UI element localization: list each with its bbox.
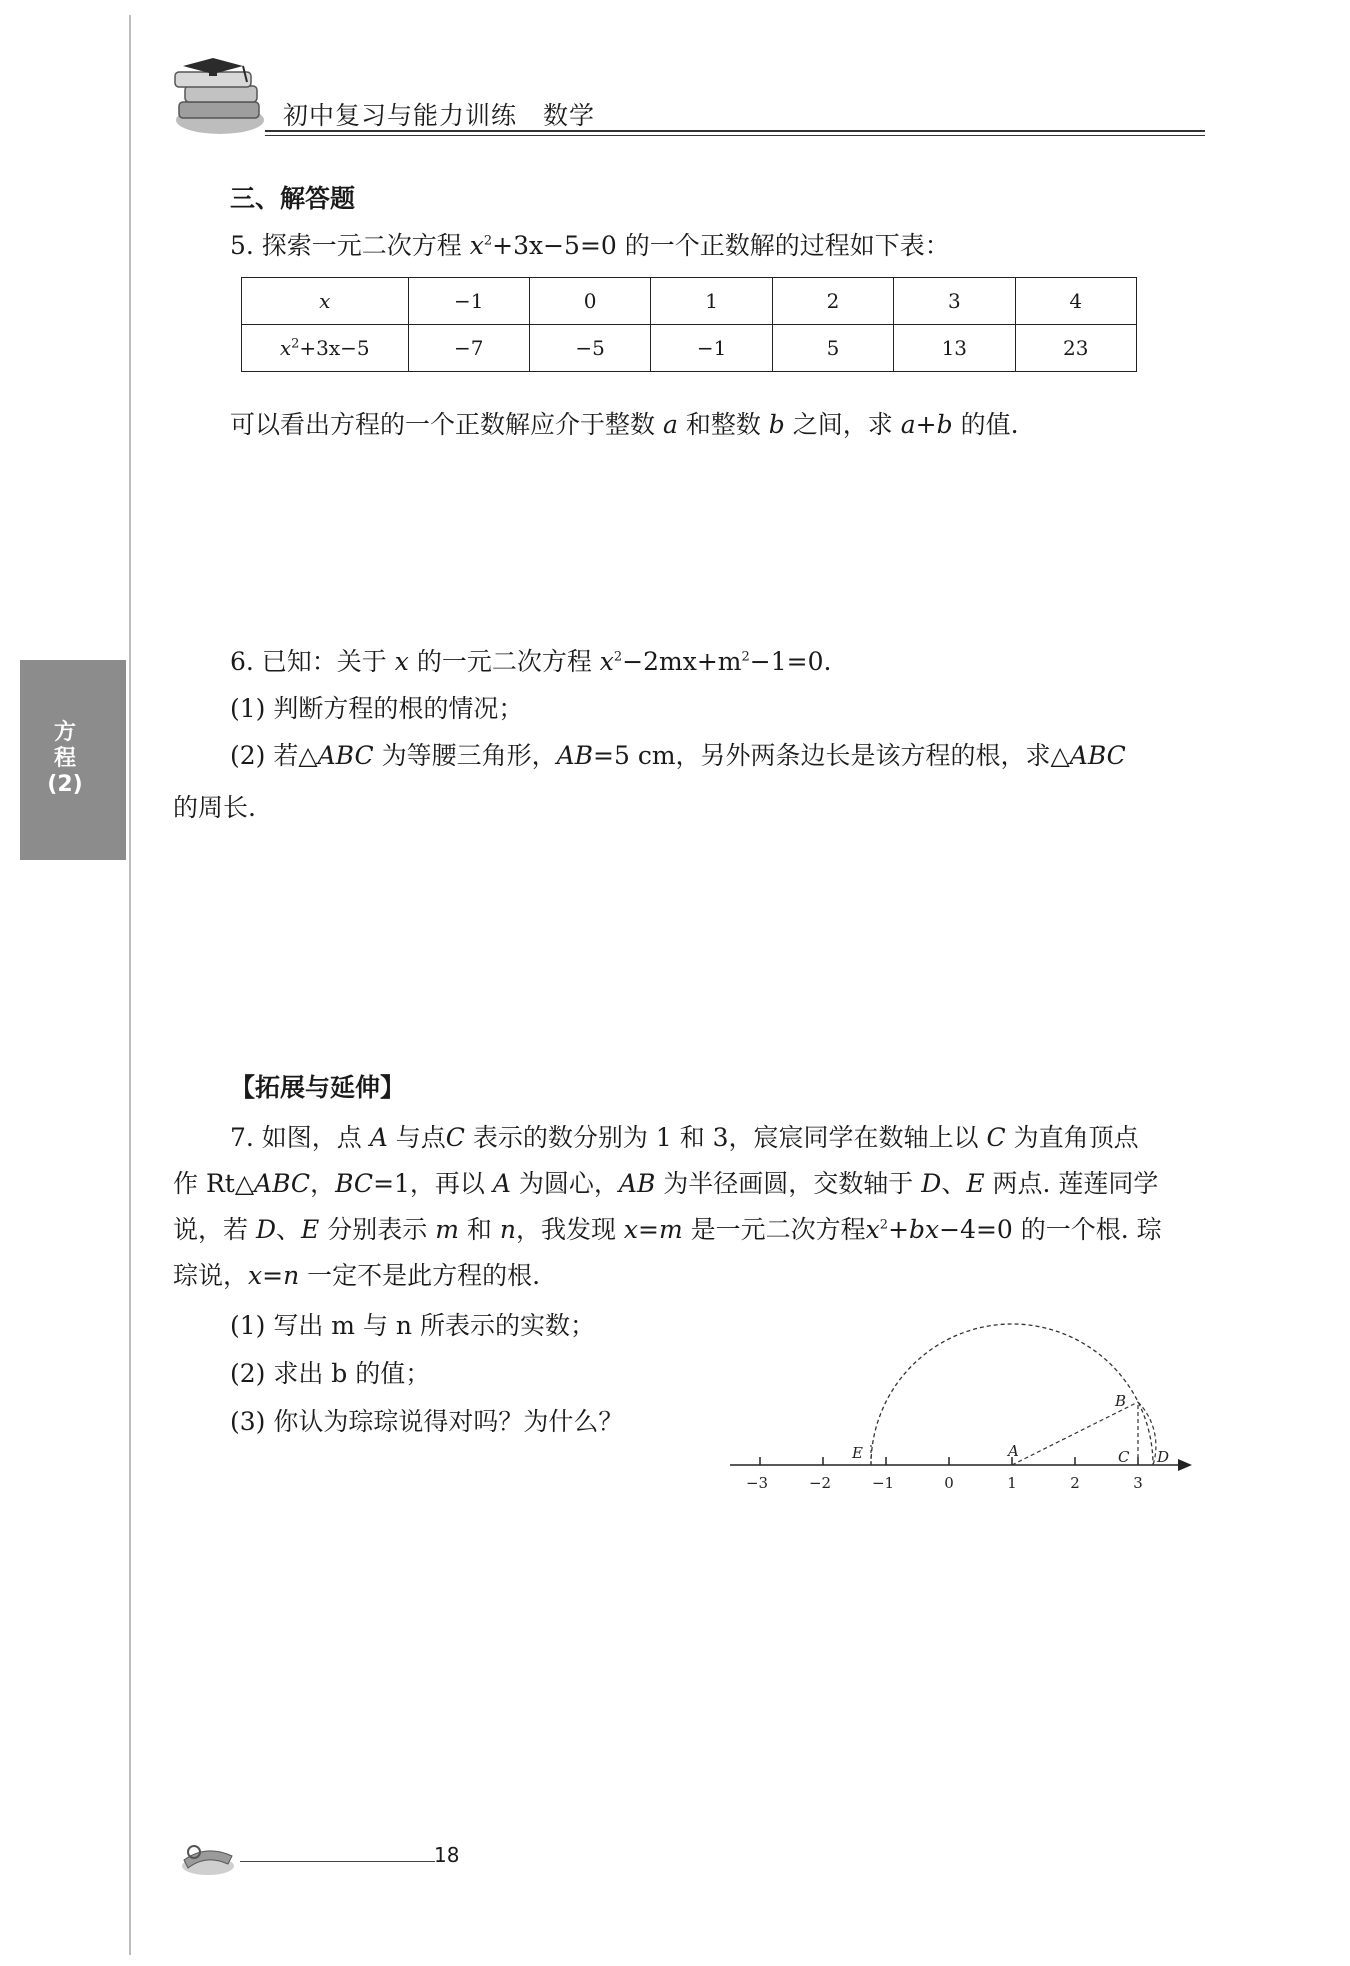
q7-l3f: −4=0 的一个根. 琮 bbox=[939, 1215, 1162, 1244]
cell: 3 bbox=[894, 278, 1015, 325]
section-title: 三、解答题 bbox=[230, 184, 356, 213]
tick-label: 2 bbox=[1070, 1474, 1080, 1492]
q5-equation: +3x−5=0 bbox=[492, 231, 617, 260]
cell: 0 bbox=[529, 278, 650, 325]
q6-a: 6. 已知：关于 bbox=[230, 647, 387, 676]
side-tab-line2: 程 bbox=[53, 746, 76, 771]
cell: 2 bbox=[772, 278, 893, 325]
cell: 23 bbox=[1015, 325, 1136, 372]
tick-label: 0 bbox=[944, 1474, 954, 1492]
arc-BD bbox=[1138, 1402, 1156, 1465]
q6-sub1: (1) 判断方程的根的情况； bbox=[230, 694, 524, 723]
q7-sub1: (1) 写出 m 与 n 所表示的实数； bbox=[230, 1311, 595, 1340]
question-5: 5. 探索一元二次方程 $x^2+3x-5=0$ 的一个正数解的过程如下表： bbox=[230, 231, 950, 260]
q6-eq-end: −1=0. bbox=[749, 647, 832, 676]
tick-label: −1 bbox=[871, 1474, 895, 1492]
table-header-cell: $x^2+3x-5$ bbox=[242, 325, 409, 372]
q6-sub2-b: 为等腰三角形， bbox=[381, 741, 557, 770]
q6-sub2: (2) 若△ABC 为等腰三角形，AB=5 cm，另外两条边长是该方程的根，求△ABC bbox=[230, 741, 1126, 770]
label-B: B bbox=[1115, 1392, 1127, 1410]
cell: −1 bbox=[408, 278, 529, 325]
q6-sub2-end: 的周长. bbox=[173, 793, 256, 822]
footer-rule bbox=[240, 1861, 435, 1862]
subject-label: 数学 bbox=[543, 101, 596, 130]
cell: 1 bbox=[651, 278, 772, 325]
chapter-side-tab-label bbox=[40, 720, 90, 798]
q7-l3e: 是一元二次方程 bbox=[690, 1215, 866, 1244]
q5-follow-b: 和整数 bbox=[685, 410, 761, 439]
footer-book-icon bbox=[176, 1838, 238, 1880]
axis-arrow-icon bbox=[1178, 1459, 1192, 1471]
q6-sub2-a: (2) 若△ bbox=[230, 741, 318, 770]
q7-line3: 说，若 D、E 分别表示 m 和 n，我发现 x=m 是一元二次方程$x^2+bx-4=0$ 的一个根. 琮 bbox=[173, 1215, 1162, 1244]
q7-l2a: 作 Rt△ bbox=[173, 1169, 255, 1198]
q7-l4a: 琮说， bbox=[173, 1261, 249, 1290]
q7-l4b: 一定不是此方程的根. bbox=[307, 1261, 541, 1290]
q6-eq: −2mx+m bbox=[622, 647, 742, 676]
q7-l2d: 为圆心， bbox=[518, 1169, 619, 1198]
header-rule bbox=[265, 130, 1205, 132]
q7-l1d: 为直角顶点 bbox=[1013, 1123, 1139, 1152]
q7-l2b: ， bbox=[310, 1169, 336, 1198]
q5-follow-a: 可以看出方程的一个正数解应介于整数 bbox=[230, 410, 656, 439]
q7-l3c: 和 bbox=[466, 1215, 492, 1244]
label-E: E bbox=[852, 1444, 863, 1462]
q6-b: 的一元二次方程 bbox=[416, 647, 592, 676]
extension-title: 【拓展与延伸】 bbox=[230, 1073, 406, 1102]
header-rule-thin bbox=[265, 135, 1205, 136]
q5-follow-c: 之间，求 bbox=[792, 410, 893, 439]
table-header-cell bbox=[242, 278, 409, 325]
q7-l2e: 为半径画圆，交数轴于 bbox=[663, 1169, 914, 1198]
tick-label: 1 bbox=[1007, 1474, 1017, 1492]
q7-l2c: =1，再以 bbox=[373, 1169, 485, 1198]
q7-sub2: (2) 求出 b 的值； bbox=[230, 1359, 431, 1388]
cell: −5 bbox=[529, 325, 650, 372]
number-line-figure bbox=[720, 1320, 1200, 1510]
q7-l2f: 两点. 莲莲同学 bbox=[992, 1169, 1159, 1198]
q5-table bbox=[241, 277, 1137, 372]
page-number: 18 bbox=[434, 1843, 460, 1867]
cell: 4 bbox=[1015, 278, 1136, 325]
cell: 13 bbox=[894, 325, 1015, 372]
table-row bbox=[242, 325, 1137, 372]
label-A: A bbox=[1008, 1442, 1019, 1460]
cell: x bbox=[319, 289, 331, 313]
q7-line4: 琮说，x=n 一定不是此方程的根. bbox=[173, 1261, 541, 1290]
tick-label: −3 bbox=[745, 1474, 769, 1492]
q7-l3d: ，我发现 bbox=[515, 1215, 616, 1244]
cell: −7 bbox=[408, 325, 529, 372]
margin-line bbox=[129, 15, 131, 1955]
cell: 5 bbox=[772, 325, 893, 372]
book-title: 初中复习与能力训练 bbox=[283, 101, 518, 130]
tick-label: 3 bbox=[1133, 1474, 1143, 1492]
ticks bbox=[760, 1457, 1138, 1465]
point-labels bbox=[851, 1392, 1169, 1466]
label-C: C bbox=[1118, 1448, 1130, 1466]
q5-follow-up: 可以看出方程的一个正数解应介于整数 a 和整数 b 之间，求 a+b 的值. bbox=[230, 410, 1019, 439]
side-tab-line1: 方 bbox=[53, 720, 76, 745]
label-D: D bbox=[1157, 1448, 1170, 1466]
q7-sub3: (3) 你认为琮琮说得对吗？为什么？ bbox=[230, 1407, 624, 1436]
table-row bbox=[242, 278, 1137, 325]
q7-l1b: 与点 bbox=[395, 1123, 446, 1152]
tick-label: −2 bbox=[808, 1474, 832, 1492]
q7-line1: 7. 如图，点 A 与点C 表示的数分别为 1 和 3，宸宸同学在数轴上以 C 为直角顶点 bbox=[230, 1123, 1139, 1152]
q5-follow-d: 的值. bbox=[960, 410, 1019, 439]
cell: −1 bbox=[651, 325, 772, 372]
q6-sub2-c: =5 cm，另外两条边长是该方程的根，求△ bbox=[593, 741, 1070, 770]
question-6: 6. 已知：关于 x 的一元二次方程 $x^2-2mx+m^2-1=0$. bbox=[230, 647, 832, 676]
cell-expression: +3x−5 bbox=[299, 336, 370, 360]
q5-prefix: 5. 探索一元二次方程 bbox=[230, 231, 462, 260]
q7-l1c: 表示的数分别为 1 和 3，宸宸同学在数轴上以 bbox=[472, 1123, 979, 1152]
tick-labels bbox=[746, 1474, 1143, 1492]
q7-l1a: 7. 如图，点 bbox=[230, 1123, 362, 1152]
side-tab-line3: (2) bbox=[47, 772, 83, 797]
q7-l3a: 说，若 bbox=[173, 1215, 249, 1244]
books-logo-icon bbox=[165, 58, 275, 143]
q5-suffix: 的一个正数解的过程如下表： bbox=[624, 231, 950, 260]
q7-line2: 作 Rt△ABC，BC=1，再以 A 为圆心，AB 为半径画圆，交数轴于 D、E 两点. 莲莲同学 bbox=[173, 1169, 1159, 1198]
q7-l3b: 分别表示 bbox=[327, 1215, 428, 1244]
header-title bbox=[283, 96, 595, 132]
